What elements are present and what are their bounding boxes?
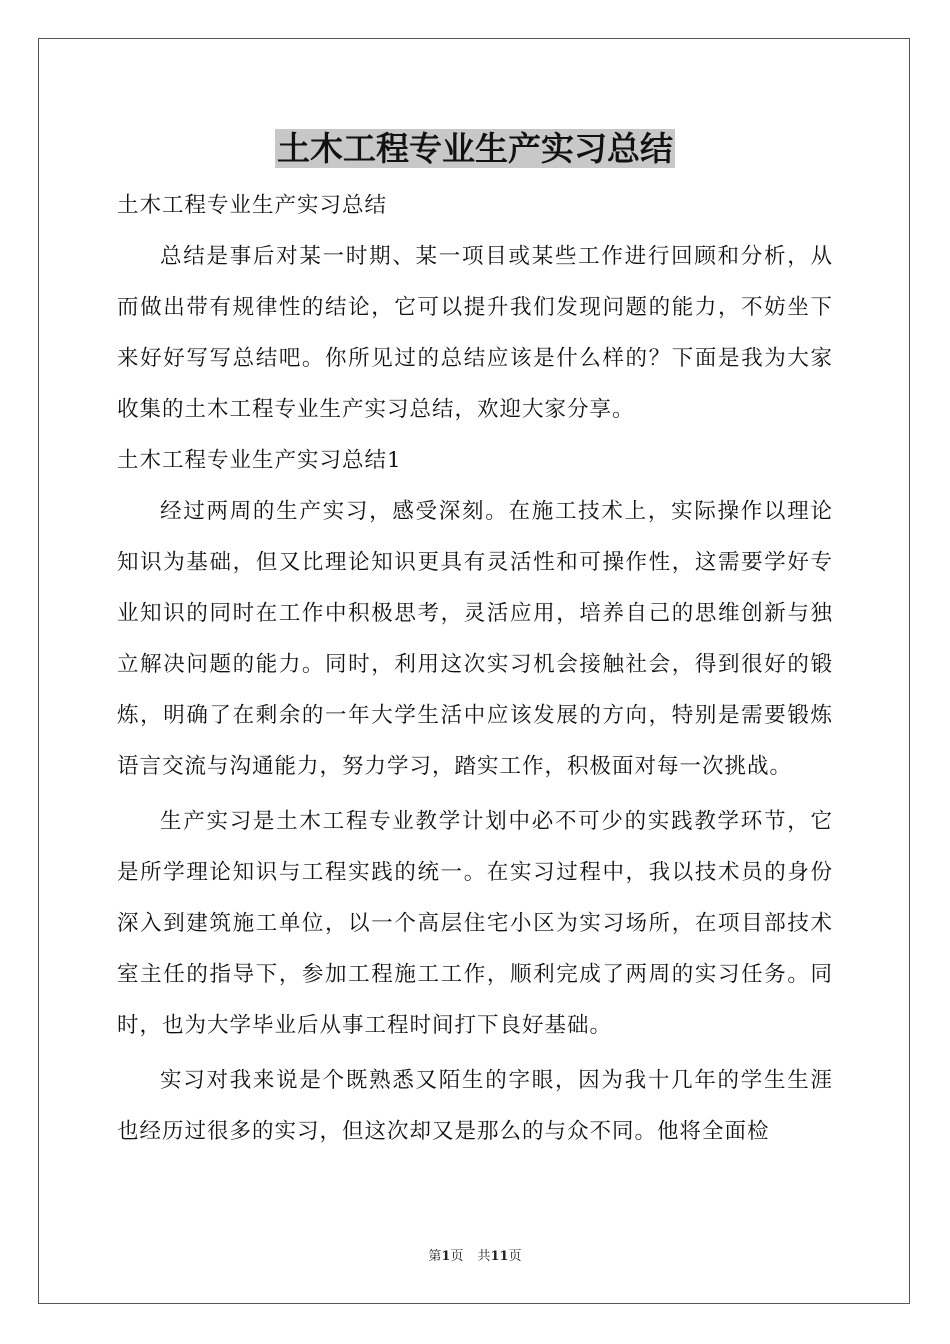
document-title bbox=[0, 128, 950, 170]
total-suffix: 页 bbox=[508, 1249, 522, 1264]
intro-paragraph: 总结是事后对某一时期、某一项目或某些工作进行回顾和分析，从而做出带有规律性的结论，它可以提升我们发现问题的能力，不妨坐下来好好写写总结吧。你所见过的总结应该是什么样的？下面是我为大家收集的土木工程专业生产实习总结，欢迎大家分享。 bbox=[117, 244, 833, 422]
body-paragraph: 实习对我来说是个既熟悉又陌生的字眼，因为我十几年的学生生涯也经历过很多的实习，但这次却又是那么的与众不同。他将全面检 bbox=[117, 1068, 833, 1144]
page-footer bbox=[0, 1248, 950, 1266]
body-paragraph: 生产实习是土木工程专业教学计划中必不可少的实践教学环节，它是所学理论知识与工程实践的统一。在实习过程中，我以技术员的身份深入到建筑施工单位，以一个高层住宅小区为实习场所，在项目部技术室主任的指导下，参加工程施工工作，顺利完成了两周的实习任务。同时，也为大学毕业后从事工程时间打下良好基础。 bbox=[117, 809, 833, 1038]
section-heading: 土木工程专业生产实习总结1 bbox=[117, 448, 402, 473]
document-title-text: 土木工程专业生产实习总结 bbox=[277, 129, 673, 168]
page-prefix: 第 bbox=[428, 1249, 442, 1264]
page-number: 1 bbox=[441, 1249, 451, 1264]
page-suffix: 页 bbox=[450, 1249, 464, 1264]
body-paragraph: 经过两周的生产实习，感受深刻。在施工技术上，实际操作以理论知识为基础，但又比理论知识更具有灵活性和可操作性，这需要学好专业知识的同时在工作中积极思考，灵活应用，培养自己的思维创新与独立解决问题的能力。同时，利用这次实习机会接触社会，得到很好的锻炼，明确了在剩余的一年大学生活中应该发展的方向，特别是需要锻炼语言交流与沟通能力，努力学习，踏实工作，积极面对每一次挑战。 bbox=[117, 499, 833, 779]
document-subtitle: 土木工程专业生产实习总结 bbox=[117, 193, 388, 218]
total-pages: 11 bbox=[490, 1249, 509, 1264]
document-body bbox=[117, 180, 833, 1157]
total-prefix: 共 bbox=[477, 1249, 491, 1264]
